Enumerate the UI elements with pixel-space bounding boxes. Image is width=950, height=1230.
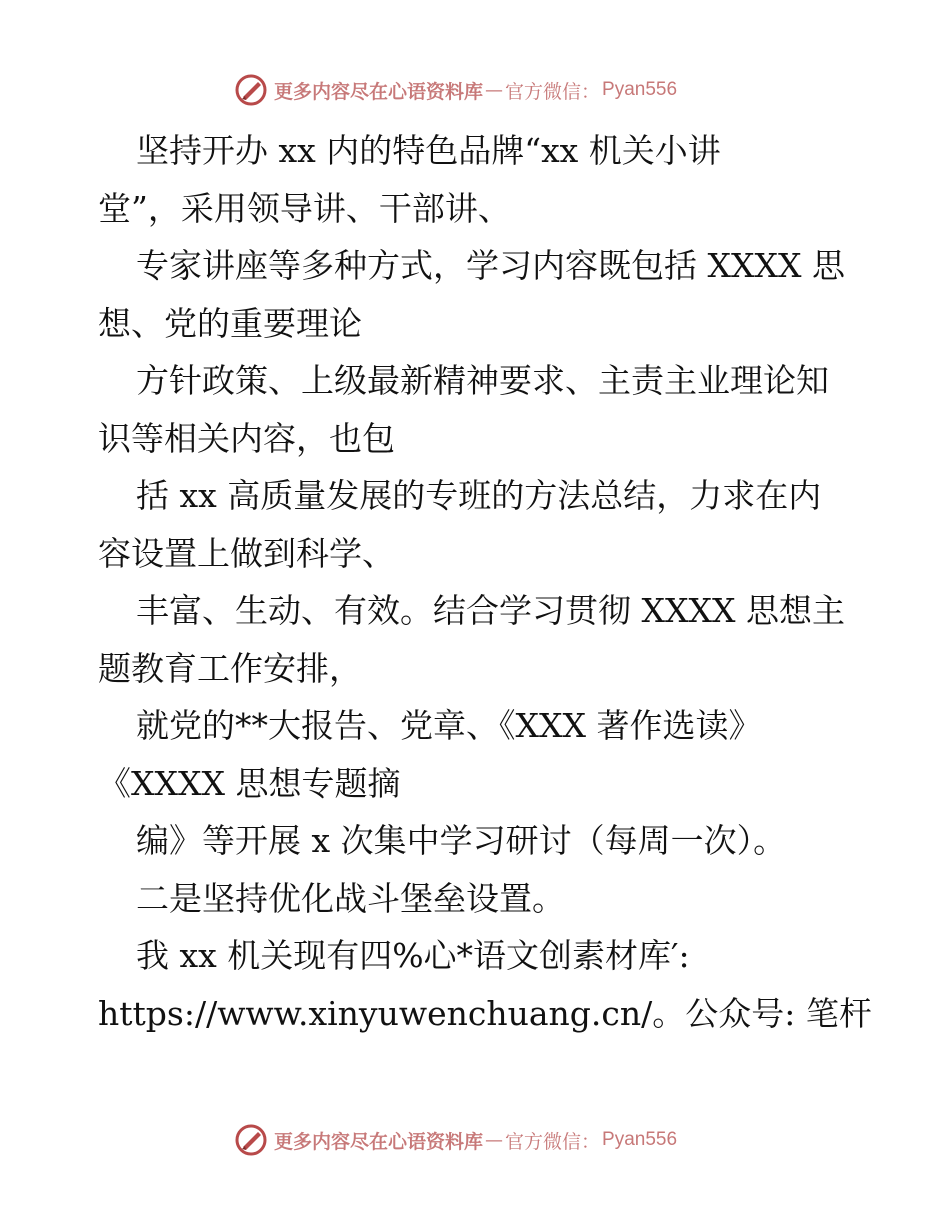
body-line: 容设置上做到科学、: [98, 533, 395, 573]
body-line: 坚持开办 xx 内的特色品牌“xx 机关小讲: [136, 131, 721, 170]
body-line: 方针政策、上级最新精神要求、主责主业理论知: [136, 361, 829, 400]
brush-logo-icon: [234, 1123, 268, 1157]
watermark-separator: —: [485, 79, 504, 101]
body-line: 就党的**大报告、党章、《XXX 著作选读》: [136, 706, 762, 745]
body-line: 编》等开展 x 次集中学习研讨（每周一次）。: [136, 821, 787, 860]
header-watermark: [234, 72, 677, 108]
watermark-separator: —: [485, 1129, 504, 1151]
watermark-cta: 官方微信：: [505, 80, 601, 103]
body-line: 想、党的重要理论: [98, 303, 362, 343]
body-line: 题教育工作安排，: [98, 648, 362, 688]
body-line: 丰富、生动、有效。结合学习贯彻 XXXX 思想主: [136, 591, 845, 630]
body-line: 我 xx 机关现有四%心*语文创素材库′:: [136, 936, 690, 975]
watermark-cta: 官方微信：: [505, 1130, 601, 1153]
watermark-text: 更多内容尽在心语资料库: [274, 1130, 484, 1153]
body-line: 《XXXX 思想专题摘: [98, 763, 401, 803]
body-line: 堂”，采用领导讲、干部讲、: [98, 188, 511, 228]
body-line: 专家讲座等多种方式，学习内容既包括 XXXX 思: [136, 246, 845, 285]
watermark-text: 更多内容尽在心语资料库: [274, 80, 484, 103]
footer-watermark: [234, 1122, 677, 1158]
body-line: 括 xx 高质量发展的专班的方法总结，力求在内: [136, 476, 822, 515]
watermark-account: Pyan556: [602, 79, 678, 100]
watermark-account: Pyan556: [602, 1129, 678, 1150]
body-line: 识等相关内容，也包: [98, 418, 395, 458]
document-body: [98, 122, 872, 1042]
body-line: https://www.xinyuwenchuang.cn/。公众号: 笔杆: [98, 993, 872, 1033]
body-line: 二是坚持优化战斗堡垒设置。: [136, 878, 565, 918]
brush-logo-icon: [234, 73, 268, 107]
